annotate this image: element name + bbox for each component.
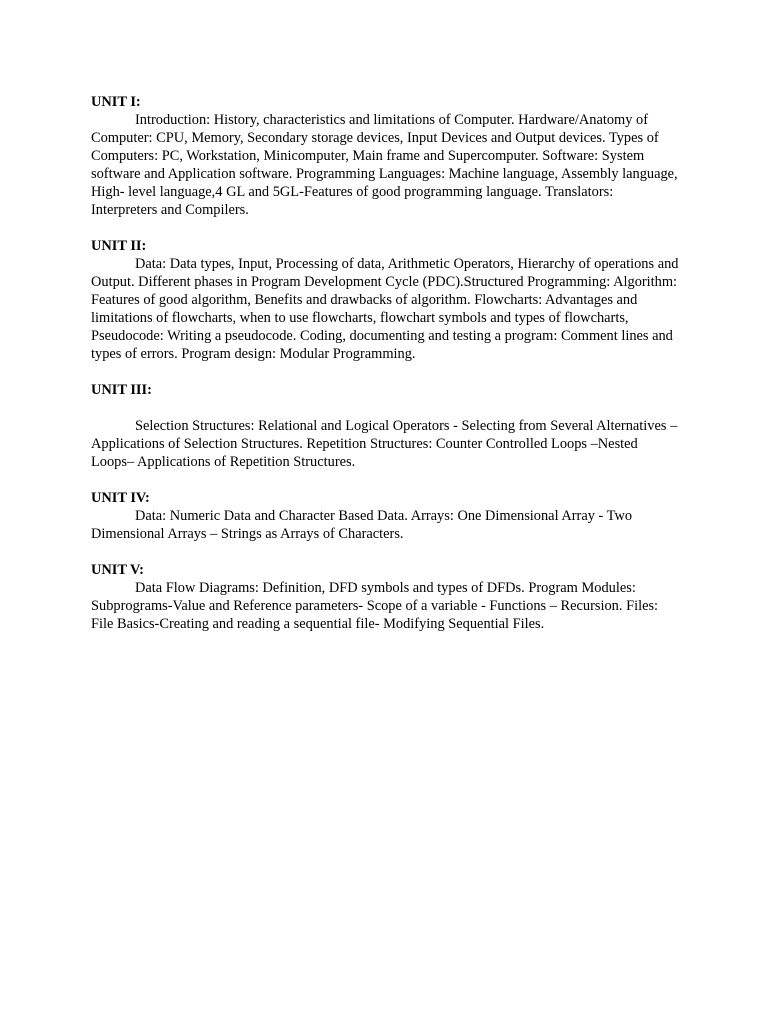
unit-1-body: Introduction: History, characteristics and limitations of Computer. Hardware/Anatomy of Computer: CPU, Memory, Secondary storage devices, Input Devices and Output devices. Types of Computers: PC, Workstation, Minicomputer, Main frame and Supercomputer. Software: System software and Application software. Programming Languages: Machine language, Assembly language, High- level language,4 GL and 5GL-Features of good programming language. Translators: Interpreters and Compilers. [91, 112, 678, 218]
unit-3-section [91, 381, 681, 471]
unit-1-heading: UNIT I: [91, 94, 141, 110]
unit-2-section [91, 237, 681, 363]
unit-3-heading: UNIT III: [91, 382, 152, 398]
unit-4-heading: UNIT IV: [91, 490, 150, 506]
unit-5-section [91, 561, 681, 633]
unit-2-heading: UNIT II: [91, 238, 147, 254]
unit-4-body: Data: Numeric Data and Character Based Data. Arrays: One Dimensional Array - Two Dimensional Arrays – Strings as Arrays of Characters. [91, 508, 633, 542]
unit-3-body: Selection Structures: Relational and Logical Operators - Selecting from Several Alternatives – Applications of Selection Structures. Repetition Structures: Counter Controlled Loops –Nested Loops– Applications of Repetition Structures. [91, 418, 678, 470]
syllabus-content [91, 93, 681, 651]
unit-4-section [91, 489, 681, 543]
unit-5-heading: UNIT V: [91, 562, 144, 578]
unit-2-body: Data: Data types, Input, Processing of data, Arithmetic Operators, Hierarchy of operations and Output. Different phases in Program Development Cycle (PDC).Structured Programming: Algorithm: Features of good algorithm, Benefits and drawbacks of algorithm. Flowcharts: Advantages and limitations of flowcharts, when to use flowcharts, flowchart symbols and types of flowcharts, Pseudocode: Writing a pseudocode. Coding, documenting and testing a program: Comment lines and types of errors. Program design: Modular Programming. [91, 256, 679, 362]
unit-5-body: Data Flow Diagrams: Definition, DFD symbols and types of DFDs. Program Modules: Subprograms-Value and Reference parameters- Scope of a variable - Functions – Recursion. Files: File Basics-Creating and reading a sequential file- Modifying Sequential Files. [91, 580, 659, 632]
unit-1-section [91, 93, 681, 219]
